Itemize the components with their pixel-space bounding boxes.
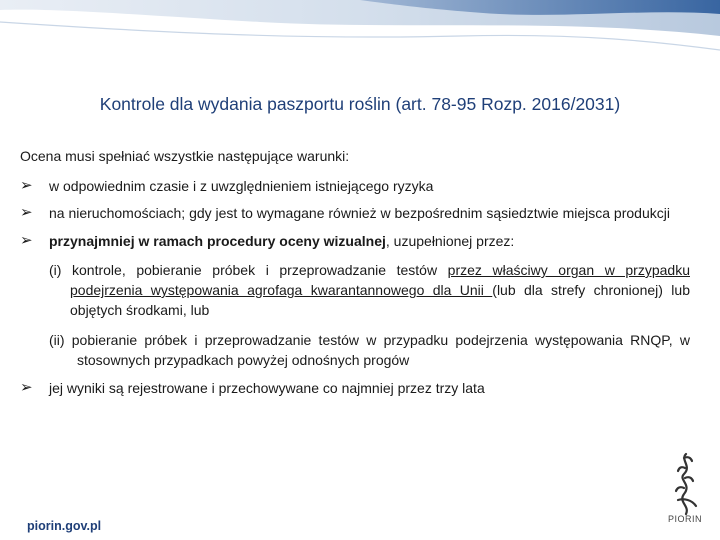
slide-content [20,146,690,402]
sub-item-i-prefix: (i) kontrole, pobieranie próbek i przeprowadzanie testów [49,262,448,278]
website-link[interactable]: piorin.gov.pl [27,519,102,533]
bullet-item [20,378,690,398]
bullet-item [20,203,690,223]
bullet-text: jej wyniki są rejestrowane i przechowywane co najmniej przez trzy lata [49,380,485,396]
bullet-item [20,176,690,196]
sub-item-i-suffix: (lub dla strefy chronionej) lub objętych środkami, lub [70,282,690,318]
intro-text: Ocena musi spełniać wszystkie następujące warunki: [20,148,350,164]
bullet-text: w odpowiednim czasie i z uwzględnieniem istniejącego ryzyka [49,178,434,194]
logo-text: PIORIN [667,514,702,524]
bullet-text-bold: przynajmniej w ramach procedury oceny wizualnej [49,233,386,249]
bullet-text: na nieruchomościach; gdy jest to wymagane również w bezpośrednim sąsiedztwie miejsca produkcji [49,205,670,221]
arrow-bullet-icon: ➢ [20,177,33,194]
arrow-bullet-icon: ➢ [20,379,33,396]
bullet-text: , uzupełnionej przez: [385,233,515,249]
sub-item-i-underlined: przez właściwy organ w przypadku podejrzenia występowania agrofaga kwarantannowego dla Unii [70,262,690,298]
arrow-bullet-icon: ➢ [20,204,33,221]
sub-item-i [49,260,690,320]
slide-title: Kontrole dla wydania paszportu roślin (art. 78-95 Rozp. 2016/2031) [99,94,621,114]
bullet-item [20,231,690,251]
arrow-bullet-icon: ➢ [20,232,33,249]
header-wave-banner [0,0,720,60]
sub-item-ii: (ii) pobieranie próbek i przeprowadzanie testów w przypadku podejrzenia występowania RNQP, w stosownych przypadkach powyżej odnośnych progów [49,332,690,368]
